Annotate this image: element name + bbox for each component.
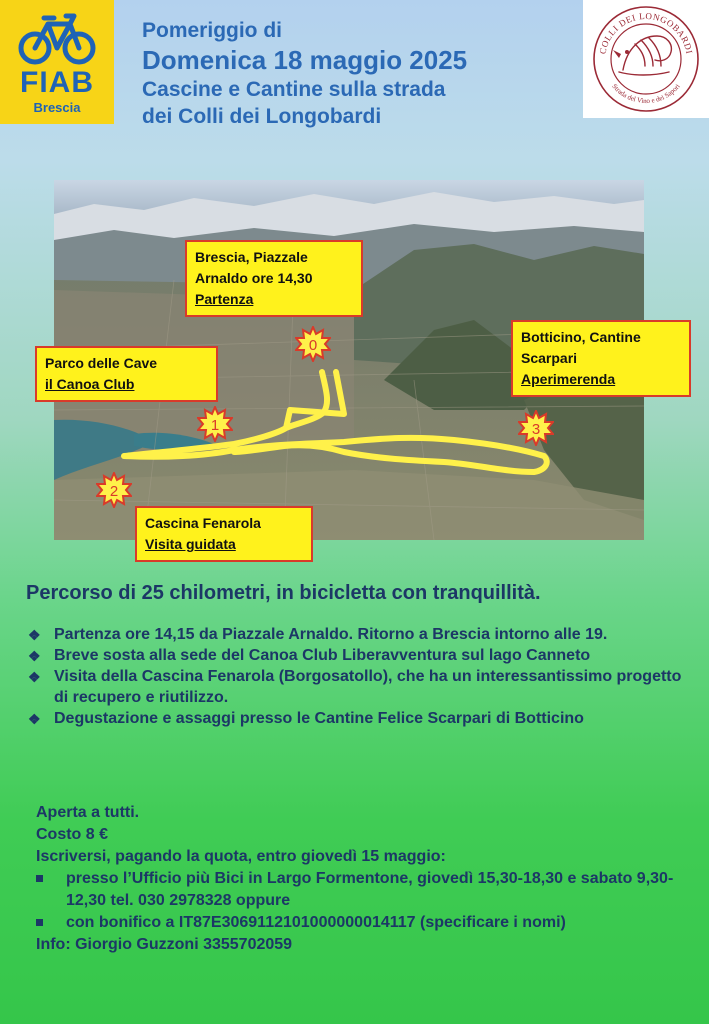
- fiab-city: Brescia: [33, 100, 81, 115]
- callout-link: il Canoa Club: [45, 376, 135, 392]
- route-marker: [295, 326, 331, 362]
- list-item: ❖ Degustazione e assaggi presso le Cantine Felice Scarpari di Botticino: [26, 708, 696, 729]
- list-item: ❖ Partenza ore 14,15 da Piazzale Arnaldo. Ritorno a Brescia intorno alle 19.: [26, 624, 696, 645]
- colli-longobardi-seal: [583, 0, 709, 118]
- square-bullet-icon: [36, 875, 43, 882]
- diamond-bullet-icon: ❖: [28, 627, 41, 643]
- callout-line: Cascina Fenarola: [145, 515, 261, 531]
- list-item: ❖ Visita della Cascina Fenarola (Borgosatollo), che ha un interessantissimo progetto di recupero e riutilizzo.: [28, 668, 682, 706]
- header-line-4: dei Colli dei Longobardi: [142, 105, 382, 128]
- diamond-bullet-icon: ❖: [28, 648, 41, 664]
- callout-link: Partenza: [195, 291, 254, 307]
- list-item: con bonifico a IT87E3069112101000000014117 (specificare i nomi): [36, 912, 676, 934]
- bicycle-icon: [18, 10, 96, 66]
- signup-instructions: Iscriversi, pagando la quota, entro giovedì 15 maggio:: [36, 848, 446, 865]
- cost: Costo 8 €: [36, 826, 109, 843]
- callout-partenza: [185, 240, 363, 317]
- callout-line: Parco delle Cave: [45, 355, 158, 371]
- seal-bottom-text: Strada del Vino e dei Sapori: [610, 82, 682, 106]
- signup-options: [36, 868, 676, 934]
- square-bullet-icon: [36, 919, 43, 926]
- callout-botticino: [511, 320, 691, 397]
- registration-info: [36, 802, 676, 956]
- contact-info: Info: Giorgio Guzzoni 3355702059: [36, 936, 293, 953]
- header-line-3: Cascine e Cantine sulla strada: [142, 78, 446, 101]
- marker-0-label: 0: [308, 337, 318, 354]
- list-item: ❖ Breve sosta alla sede del Canoa Club Liberavventura sul lago Canneto: [26, 645, 696, 666]
- route-marker: [96, 472, 132, 508]
- route-marker: [518, 410, 554, 446]
- callout-line: Botticino, Cantine: [521, 329, 641, 345]
- callout-fenarola: [135, 506, 313, 562]
- marker-1-label: 1: [210, 417, 220, 434]
- svg-text:COLLI DEI LONGOBARDI: [597, 11, 694, 55]
- diamond-bullet-icon: ❖: [28, 711, 41, 727]
- marker-2-label: 2: [109, 483, 119, 500]
- callout-canoa-club: [35, 346, 218, 402]
- event-date: Domenica 18 maggio 2025: [142, 45, 468, 75]
- fiab-name: FIAB: [20, 66, 94, 99]
- callout-link: Visita guidata: [145, 536, 236, 552]
- callout-line: Brescia, Piazzale: [195, 249, 308, 265]
- diamond-bullet-icon: ❖: [28, 669, 41, 685]
- seal-top-text: COLLI DEI LONGOBARDI: [597, 10, 695, 55]
- callout-line: Scarpari: [521, 350, 578, 366]
- fiab-logo: [0, 0, 114, 124]
- route-subtitle: Percorso di 25 chilometri, in bicicletta con tranquillità.: [26, 582, 541, 604]
- marker-3-label: 3: [531, 421, 541, 438]
- route-marker: [197, 406, 233, 442]
- callout-link: Aperimerenda: [521, 371, 616, 387]
- header-line-1: Pomeriggio di: [142, 19, 283, 42]
- callout-line: Arnaldo ore 14,30: [195, 270, 313, 286]
- list-item: presso l’Ufficio più Bici in Largo Formentone, giovedì 15,30-18,30 e sabato 9,30-12,30 tel. 030 2978328 oppure: [36, 868, 676, 912]
- open-to-all: Aperta a tutti.: [36, 804, 140, 821]
- header: [142, 18, 467, 130]
- seal-emblem: [583, 0, 709, 118]
- highlights-list: [26, 624, 696, 729]
